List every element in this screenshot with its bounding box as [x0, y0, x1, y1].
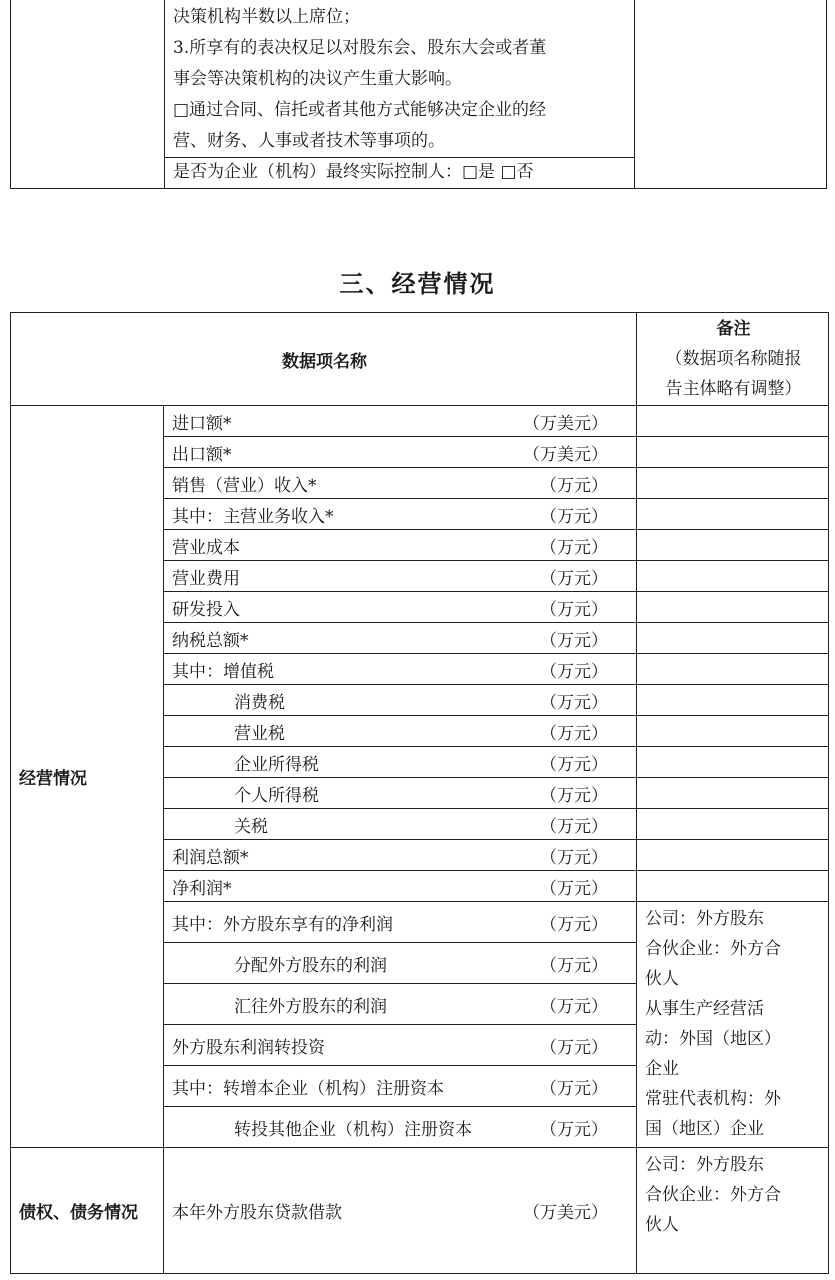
item-unit: （万元）: [540, 723, 608, 744]
remark-cell: [637, 840, 829, 871]
remark-cell: [637, 809, 829, 840]
remark-cell: [637, 747, 829, 778]
top-right-cell: [635, 0, 827, 189]
item-name: 消费税: [234, 692, 285, 713]
item-cell: [164, 592, 637, 623]
note-line: 企业: [645, 1059, 679, 1079]
header-row: [11, 313, 829, 406]
item-name: 个人所得税: [234, 785, 319, 806]
item-cell: [164, 561, 637, 592]
item-name: 其中：转增本企业（机构）注册资本: [172, 1078, 444, 1099]
remark-cell: [637, 530, 829, 561]
category-debt: 债权、债务情况: [11, 1148, 164, 1274]
item-name: 利润总额*: [172, 847, 249, 868]
note-line: 公司：外方股东: [645, 909, 764, 929]
item-unit: （万元）: [540, 914, 608, 935]
item-cell: [164, 747, 637, 778]
item-unit: （万元）: [540, 996, 608, 1017]
item-unit: （万元）: [540, 599, 608, 620]
item-cell: [164, 623, 637, 654]
item-name: 销售（营业）收入*: [172, 475, 317, 496]
item-unit: （万元）: [540, 692, 608, 713]
top-left-cell: [11, 0, 165, 189]
item-name: 净利润*: [172, 878, 232, 899]
item-name: 关税: [234, 816, 268, 837]
item-cell: [164, 943, 637, 984]
item-unit: （万元）: [540, 754, 608, 775]
remark-cell: [637, 561, 829, 592]
item-unit: （万美元）: [523, 1203, 608, 1223]
item-cell: [164, 437, 637, 468]
criteria-line: 事会等决策机构的决议产生重大影响。: [173, 69, 462, 89]
item-name: 其中：主营业务收入*: [172, 506, 334, 527]
item-cell: [164, 406, 637, 437]
criteria-line: 营、财务、人事或者技术等事项的。: [173, 131, 445, 151]
item-name: 本年外方股东贷款借款: [172, 1203, 342, 1223]
item-unit: （万元）: [540, 1119, 608, 1140]
item-name: 其中：增值税: [172, 661, 274, 682]
item-name: 企业所得税: [234, 754, 319, 775]
profit-remark-note: [637, 902, 829, 1148]
item-cell: [164, 778, 637, 809]
criteria-line: 决策机构半数以上席位；: [173, 7, 360, 27]
remark-cell: [637, 685, 829, 716]
item-unit: （万美元）: [523, 444, 608, 465]
item-name: 外方股东利润转投资: [172, 1037, 325, 1058]
item-unit: （万元）: [540, 878, 608, 899]
item-cell: [164, 685, 637, 716]
item-name: 研发投入: [172, 599, 240, 620]
item-cell: [164, 840, 637, 871]
operations-table: [10, 312, 829, 1274]
remark-cell: [637, 623, 829, 654]
remark-cell: [637, 499, 829, 530]
item-name: 营业成本: [172, 537, 240, 558]
item-unit: （万元）: [540, 785, 608, 806]
criteria-line: 3.所享有的表决权足以对股东会、股东大会或者董: [173, 38, 547, 58]
item-unit: （万元）: [540, 630, 608, 651]
top-continued-table: [10, 0, 827, 189]
remark-cell: [637, 592, 829, 623]
debt-remark-note: [637, 1148, 829, 1274]
item-cell: [164, 809, 637, 840]
item-name: 出口额*: [172, 444, 232, 465]
header-remark: [637, 313, 829, 406]
item-unit: （万元）: [540, 1078, 608, 1099]
item-name: 转投其他企业（机构）注册资本: [234, 1119, 472, 1140]
item-name: 汇往外方股东的利润: [234, 996, 387, 1017]
item-cell: [164, 654, 637, 685]
remark-cell: [637, 778, 829, 809]
item-name: 进口额*: [172, 413, 232, 434]
note-line: 合伙企业：外方合: [645, 939, 781, 959]
item-name: 纳税总额*: [172, 630, 249, 651]
note-line: 动：外国（地区）: [645, 1029, 781, 1049]
item-cell: [164, 984, 637, 1025]
note-line: 公司：外方股东: [645, 1155, 764, 1175]
item-name: 营业税: [234, 723, 285, 744]
item-name: 其中：外方股东享有的净利润: [172, 914, 393, 935]
note-line: 常驻代表机构：外: [645, 1089, 781, 1109]
item-cell: [164, 1066, 637, 1107]
item-name: 营业费用: [172, 568, 240, 589]
section-title: 三、经营情况: [339, 270, 496, 298]
note-line: 合伙企业：外方合: [645, 1185, 781, 1205]
controller-question: 是否为企业（机构）最终实际控制人：□是 □否: [165, 158, 635, 189]
item-unit: （万元）: [540, 537, 608, 558]
item-cell: [164, 530, 637, 561]
remark-cell: [637, 437, 829, 468]
item-unit: （万元）: [540, 506, 608, 527]
note-line: 伙人: [645, 1215, 679, 1235]
remark-cell: [637, 716, 829, 747]
item-cell: [164, 1148, 637, 1274]
item-unit: （万元）: [540, 661, 608, 682]
remark-cell: [637, 654, 829, 685]
item-unit: （万元）: [540, 816, 608, 837]
item-cell: [164, 1107, 637, 1148]
note-line: 伙人: [645, 969, 679, 989]
item-unit: （万元）: [540, 475, 608, 496]
item-unit: （万元）: [540, 568, 608, 589]
criteria-line: □通过合同、信托或者其他方式能够决定企业的经: [173, 100, 547, 120]
header-remark-title: 备注: [716, 319, 751, 339]
table-row: [11, 406, 829, 437]
item-cell: [164, 902, 637, 943]
item-name: 分配外方股东的利润: [234, 955, 387, 976]
note-line: 从事生产经营活: [645, 999, 764, 1019]
control-criteria-cell: [165, 0, 635, 158]
item-cell: [164, 716, 637, 747]
item-cell: [164, 499, 637, 530]
remark-cell: [637, 871, 829, 902]
item-cell: [164, 871, 637, 902]
item-cell: [164, 468, 637, 499]
category-operations: 经营情况: [11, 406, 164, 1148]
item-unit: （万元）: [540, 847, 608, 868]
table-row: [11, 1148, 829, 1274]
header-remark-line: 告主体略有调整）: [665, 379, 802, 399]
item-unit: （万元）: [540, 955, 608, 976]
header-item-name: 数据项名称: [11, 313, 637, 406]
remark-cell: [637, 406, 829, 437]
remark-cell: [637, 468, 829, 499]
note-line: 国（地区）企业: [645, 1119, 764, 1139]
item-unit: （万元）: [540, 1037, 608, 1058]
item-unit: （万美元）: [523, 413, 608, 434]
item-cell: [164, 1025, 637, 1066]
header-remark-line: （数据项名称随报: [665, 349, 802, 369]
